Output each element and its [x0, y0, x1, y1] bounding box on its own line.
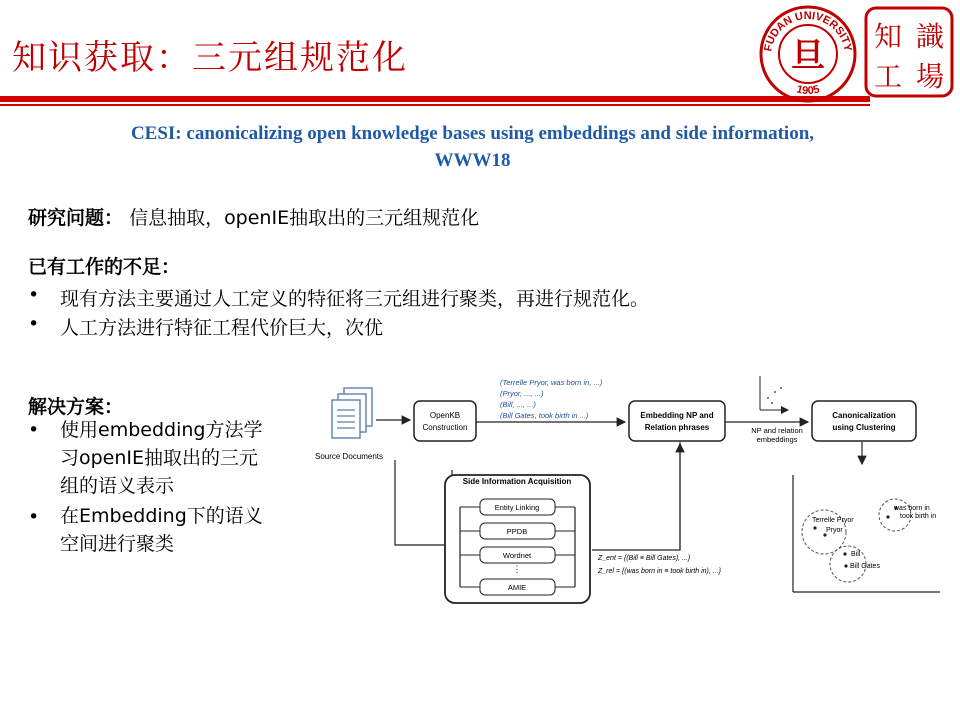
svg-text:知: 知 — [873, 21, 903, 52]
cesi-pipeline-diagram — [300, 370, 950, 620]
side-info-item: AMIE — [507, 583, 527, 592]
paper-reference — [20, 120, 925, 174]
research-question — [28, 203, 479, 230]
side-info-item: PPDB — [506, 527, 528, 536]
source-documents-label: Source Documents — [314, 452, 384, 461]
z-ent-text: Z_ent = {(Bill ≡ Bill Gates), ...} — [598, 555, 691, 562]
canonicalization-label: Canonicalization — [832, 411, 896, 420]
side-info-title: Side Information Acquisition — [462, 477, 572, 486]
svg-text:場: 場 — [915, 61, 945, 92]
page-title: 知识获取：三元组规范化 — [12, 38, 408, 78]
cluster-label: took birth in — [900, 513, 937, 520]
flow-arrow — [592, 442, 680, 550]
cluster-plot — [793, 475, 940, 592]
research-text: 信息抽取，openIE抽取出的三元组规范化 — [129, 207, 480, 229]
bullet-marker: • — [28, 419, 40, 441]
svg-text:FUDAN UNIVERSITY: FUDAN UNIVERSITY — [762, 9, 854, 53]
np-embeddings-label: NP and relation — [751, 426, 803, 435]
cluster-label: Terrelle Pryor — [812, 517, 854, 524]
svg-text:工: 工 — [873, 61, 903, 92]
title-underline-thin — [0, 104, 870, 106]
paper-reference-line1: CESI: canonicalizing open knowledge bases using embeddings and side information, — [130, 123, 815, 144]
vertical-ellipsis: ⋮ — [512, 564, 522, 574]
fudan-university-logo — [755, 4, 861, 104]
triple-text: (Bill Gates, took birth in ...) — [500, 411, 589, 420]
solution-item-2-line: 在Embedding下的语义 — [60, 505, 263, 527]
knowledge-works-logo — [864, 6, 954, 98]
cluster-label: was born in — [894, 505, 930, 512]
embedding-mini-plot — [760, 376, 788, 410]
openkb-label: OpenKB — [429, 411, 461, 420]
solution-item-2 — [60, 502, 263, 558]
svg-text:1905: 1905 — [795, 83, 821, 98]
solution-item-2-line: 空间进行聚类 — [60, 533, 175, 555]
prior-work-label: 已有工作的不足： — [28, 256, 181, 278]
solution-item-1 — [60, 416, 262, 500]
embedding-label: Relation phrases — [644, 423, 710, 432]
paper-reference-line2: WWW18 — [434, 150, 511, 171]
svg-text:旦: 旦 — [791, 37, 825, 75]
cluster-label: Bill Gates — [850, 563, 880, 570]
cluster-label: Bill — [851, 551, 861, 558]
openkb-box — [414, 401, 476, 441]
source-documents-icon — [332, 388, 372, 438]
side-info-item: Entity Linking — [494, 503, 540, 512]
prior-item-1: 现有方法主要通过人工定义的特征将三元组进行聚类，再进行规范化。 — [60, 288, 650, 310]
canonicalization-box — [812, 401, 916, 441]
solution-item-1-line: 组的语义表示 — [60, 475, 175, 497]
svg-text:識: 識 — [915, 21, 945, 52]
z-rel-text: Z_rel = {(was born in ≡ took birth in), ...} — [598, 568, 721, 575]
research-label: 研究问题： — [28, 207, 124, 229]
openkb-label: Construction — [422, 423, 468, 432]
bullet-marker: • — [28, 284, 40, 306]
embedding-box — [629, 401, 725, 441]
cluster-label: Pryor — [826, 527, 843, 534]
triple-text: (Pryor, ..., ...) — [500, 389, 544, 398]
side-info-item: Wordnet — [502, 551, 532, 560]
prior-item-2: 人工方法进行特征工程代价巨大，次优 — [60, 317, 384, 339]
triple-text: (Terrelle Pryor, was born in, ...) — [500, 378, 603, 387]
solution-label: 解决方案： — [28, 396, 124, 418]
solution-item-1-line: 习openIE抽取出的三元 — [60, 447, 259, 469]
embedding-label: Embedding NP and — [640, 411, 714, 420]
solution-item-1-line: 使用embedding方法学 — [60, 419, 263, 441]
bullet-marker: • — [28, 506, 40, 528]
title-underline — [0, 96, 870, 102]
bullet-marker: • — [28, 313, 40, 335]
triple-text: (Bill, ..., ...) — [500, 400, 536, 409]
canonicalization-label: using Clustering — [832, 423, 896, 432]
np-embeddings-label: embeddings — [756, 435, 798, 444]
